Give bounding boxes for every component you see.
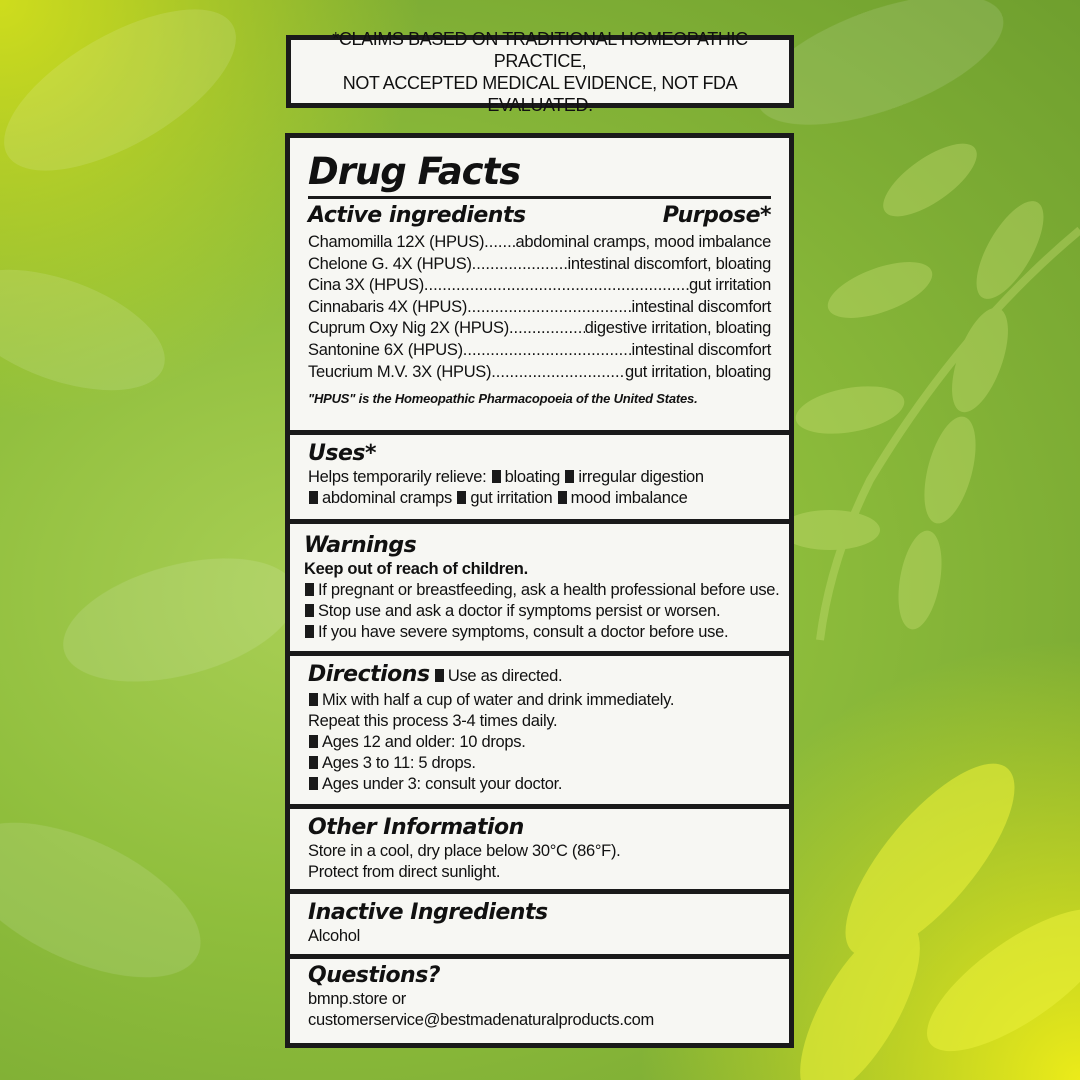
disclaimer-line-1: *CLAIMS BASED ON TRADITIONAL HOMEOPATHIC PRACTICE, xyxy=(332,28,748,71)
directions-item xyxy=(308,774,771,795)
uses-line-2 xyxy=(308,488,771,509)
directions-mix xyxy=(308,690,771,711)
disclaimer-line-2: NOT ACCEPTED MEDICAL EVIDENCE, NOT FDA EVALUATED. xyxy=(342,72,738,115)
directions-mix-text: Mix with half a cup of water and drink immediately. xyxy=(322,691,675,709)
ingredient-name: Teucrium M.V. 3X (HPUS) xyxy=(308,362,492,381)
warning-text: Stop use and ask a doctor if symptoms persist or worsen. xyxy=(318,602,721,620)
ingredient-name: Cuprum Oxy Nig 2X (HPUS) xyxy=(308,319,509,338)
ingredient-purpose: intestinal discomfort xyxy=(631,340,771,359)
directions-heading: Directions xyxy=(308,662,430,687)
ingredient-name: Santonine 6X (HPUS) xyxy=(308,340,463,359)
directions-item xyxy=(308,753,771,774)
disclaimer-box xyxy=(286,28,794,115)
uses-line-1 xyxy=(308,467,771,488)
bullet-square-icon xyxy=(305,625,314,638)
bullet-square-icon xyxy=(309,756,318,769)
use-item: bloating xyxy=(504,468,561,486)
active-ingredients-section xyxy=(290,138,789,430)
ingredient-row xyxy=(308,297,771,319)
ingredient-name: Cinnabaris 4X (HPUS) xyxy=(308,297,468,316)
bullet-square-icon xyxy=(565,470,574,483)
keep-out-warning: Keep out of reach of children. xyxy=(304,560,528,578)
other-information-heading: Other Information xyxy=(308,815,524,840)
ingredient-row xyxy=(308,340,771,362)
ingredient-purpose: gut irritation xyxy=(688,276,771,295)
active-ingredients-header xyxy=(308,203,771,229)
ingredient-row xyxy=(308,318,771,340)
warning-text: If you have severe symptoms, consult a doctor before use. xyxy=(318,623,729,641)
ingredient-purpose: gut irritation, bloating xyxy=(625,362,771,381)
warning-item xyxy=(304,580,779,601)
use-item: gut irritation xyxy=(470,489,553,507)
bullet-square-icon xyxy=(309,735,318,748)
ingredient-name: Chamomilla 12X (HPUS) xyxy=(308,233,485,251)
bullet-square-icon xyxy=(435,669,444,682)
other-line-1: Store in a cool, dry place below 30°C (86°F). xyxy=(308,842,621,860)
uses-section xyxy=(290,435,789,519)
directions-section xyxy=(290,656,789,804)
ingredient-purpose: digestive irritation, bloating xyxy=(584,319,771,338)
ingredient-row xyxy=(308,362,771,384)
active-ingredients-heading: Active ingredients xyxy=(308,203,526,228)
warnings-section xyxy=(290,524,789,651)
questions-email: customerservice@bestmadenaturalproducts.com xyxy=(308,1011,654,1029)
directions-item-text: Ages 3 to 11: 5 drops. xyxy=(322,754,476,772)
questions-section xyxy=(290,959,789,1043)
bullet-square-icon xyxy=(558,491,567,504)
inactive-ingredients-heading: Inactive Ingredients xyxy=(308,900,548,925)
purpose-heading: Purpose* xyxy=(662,203,771,228)
ingredient-row xyxy=(308,275,771,297)
questions-line-1: bmnp.store or xyxy=(308,990,406,1008)
other-line-2: Protect from direct sunlight. xyxy=(308,863,501,881)
ingredient-purpose: intestinal discomfort, bloating xyxy=(567,254,771,273)
inactive-ingredients-value: Alcohol xyxy=(308,927,361,945)
questions-heading: Questions? xyxy=(308,963,441,988)
other-information-section xyxy=(290,809,789,889)
warnings-heading: Warnings xyxy=(304,533,417,558)
ingredient-row xyxy=(308,254,771,276)
warning-text: If pregnant or breastfeeding, ask a health professional before use. xyxy=(318,581,780,599)
bullet-square-icon xyxy=(492,470,501,483)
use-item: abdominal cramps xyxy=(322,489,453,507)
drug-facts-title: Drug Facts xyxy=(308,150,771,199)
use-item: irregular digestion xyxy=(578,468,704,486)
bullet-square-icon xyxy=(309,491,318,504)
use-item: mood imbalance xyxy=(570,489,688,507)
directions-first: Use as directed. xyxy=(447,667,563,685)
directions-line-1 xyxy=(308,662,771,690)
bullet-square-icon xyxy=(309,777,318,790)
warning-item xyxy=(304,601,779,622)
ingredient-purpose: intestinal discomfort xyxy=(631,297,771,316)
directions-item xyxy=(308,732,771,753)
bullet-square-icon xyxy=(309,693,318,706)
directions-item-text: Ages 12 and older: 10 drops. xyxy=(322,733,526,751)
warning-item xyxy=(304,622,779,643)
uses-heading: Uses* xyxy=(308,441,376,466)
bullet-square-icon xyxy=(305,583,314,596)
hpus-note: "HPUS" is the Homeopathic Pharmacopoeia of the United States. xyxy=(308,391,698,407)
drug-facts-panel xyxy=(285,133,794,1048)
directions-item-text: Ages under 3: consult your doctor. xyxy=(322,775,563,793)
ingredient-purpose: abdominal cramps, mood imbalance xyxy=(515,233,771,251)
ingredient-name: Chelone G. 4X (HPUS) xyxy=(308,254,472,273)
bullet-square-icon xyxy=(305,604,314,617)
inactive-ingredients-section xyxy=(290,894,789,954)
bullet-square-icon xyxy=(457,491,466,504)
ingredient-name: Cina 3X (HPUS) xyxy=(308,276,424,295)
uses-intro: Helps temporarily relieve: xyxy=(308,468,487,486)
ingredient-row xyxy=(308,232,771,254)
directions-repeat: Repeat this process 3-4 times daily. xyxy=(308,712,558,730)
